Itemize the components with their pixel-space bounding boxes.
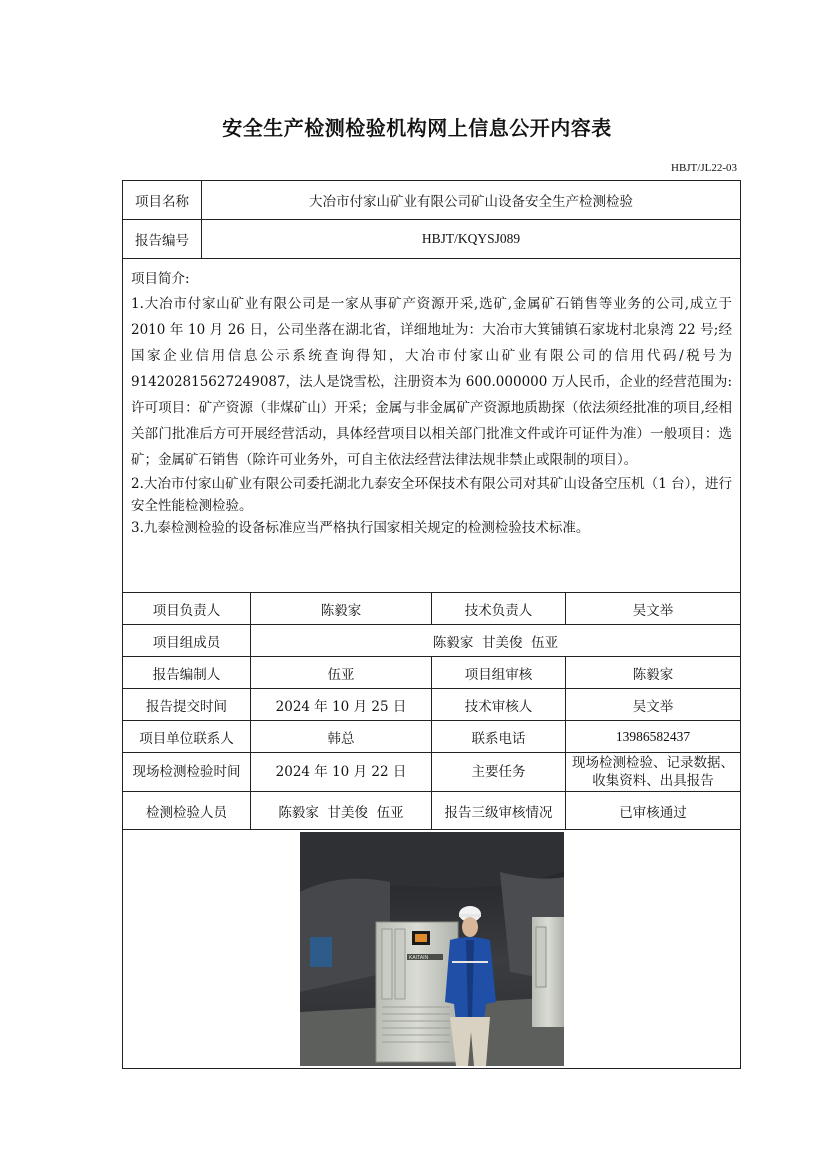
site-photo xyxy=(300,832,564,1066)
inspectors-value: 陈毅家 甘美俊 伍亚 xyxy=(251,792,432,830)
submit-time-value: 2024 年 10 月 25 日 xyxy=(251,689,432,721)
phone-value: 13986582437 xyxy=(566,721,741,753)
tech-leader-value: 吴文举 xyxy=(566,593,741,625)
project-name-label: 项目名称 xyxy=(123,181,202,220)
project-intro xyxy=(123,259,741,593)
page-title: 安全生产检测检验机构网上信息公开内容表 xyxy=(222,116,612,140)
group-review-value: 陈毅家 xyxy=(566,657,741,689)
members-value: 陈毅家 甘美俊 伍亚 xyxy=(251,625,741,657)
submit-time-label: 报告提交时间 xyxy=(123,689,251,721)
leader-label: 项目负责人 xyxy=(123,593,251,625)
photo-cell xyxy=(123,830,741,1069)
intro-label: 项目简介: xyxy=(131,271,190,287)
info-table xyxy=(122,180,741,1069)
report-no-label: 报告编号 xyxy=(123,220,202,259)
document-code: HBJT/JL22-03 xyxy=(671,162,737,174)
face xyxy=(462,917,478,937)
leader-value: 陈毅家 xyxy=(251,593,432,625)
tech-review-value: 吴文举 xyxy=(566,689,741,721)
review3-value: 已审核通过 xyxy=(566,792,741,830)
blue-cabinet xyxy=(310,937,332,967)
compiler-value: 伍亚 xyxy=(251,657,432,689)
task-value: 现场检测检验、记录数据、收集资料、出具报告 xyxy=(566,753,741,792)
phone-label: 联系电话 xyxy=(432,721,566,753)
compiler-label: 报告编制人 xyxy=(123,657,251,689)
intro-paragraph-3: 3.九泰检测检验的设备标准应当严格执行国家相关规定的检测检验技术标准。 xyxy=(131,520,590,536)
onsite-time-label: 现场检测检验时间 xyxy=(123,753,251,792)
inspectors-label: 检测检验人员 xyxy=(123,792,251,830)
intro-paragraph-1: 1.大冶市付家山矿业有限公司是一家从事矿产资源开采,选矿,金属矿石销售等业务的公司,成立于 2010 年 10 月 26 日，公司坐落在湖北省，详细地址为：大冶市大箕铺镇石家垅村北泉湾 22 号;经国家企业信用信息公示系统查询得知，大冶市付家山矿业有限公司的信用代码/税号为 914202815627249087，法人是饶雪松，注册资本为 600.000000 万人民币，企业的经营范围为: 许可项目：矿产资源（非煤矿山）开采；金属与非金属矿产资源地质勘探（依法须经批准的项目,经相关部门批准后方可开展经营活动，具体经营项目以相关部门批准文件或许可证件为准）一般项目：选矿；金属矿石销售（除许可业务外，可自主依法经营法律法规非禁止或限制的项目）。 xyxy=(131,296,732,468)
brand-text: KAITAIN xyxy=(408,955,428,961)
review3-label: 报告三级审核情况 xyxy=(432,792,566,830)
contact-label: 项目单位联系人 xyxy=(123,721,251,753)
contact-value: 韩总 xyxy=(251,721,432,753)
report-no-value: HBJT/KQYSJ089 xyxy=(202,220,741,259)
intro-paragraph-2: 2.大冶市付家山矿业有限公司委托湖北九泰安全环保技术有限公司对其矿山设备空压机（1 台），进行安全性能检测检验。 xyxy=(131,476,732,514)
onsite-time-value: 2024 年 10 月 22 日 xyxy=(251,753,432,792)
tech-review-label: 技术审核人 xyxy=(432,689,566,721)
group-review-label: 项目组审核 xyxy=(432,657,566,689)
members-label: 项目组成员 xyxy=(123,625,251,657)
tech-leader-label: 技术负责人 xyxy=(432,593,566,625)
task-label: 主要任务 xyxy=(432,753,566,792)
project-name-value: 大冶市付家山矿业有限公司矿山设备安全生产检测检验 xyxy=(202,181,741,220)
